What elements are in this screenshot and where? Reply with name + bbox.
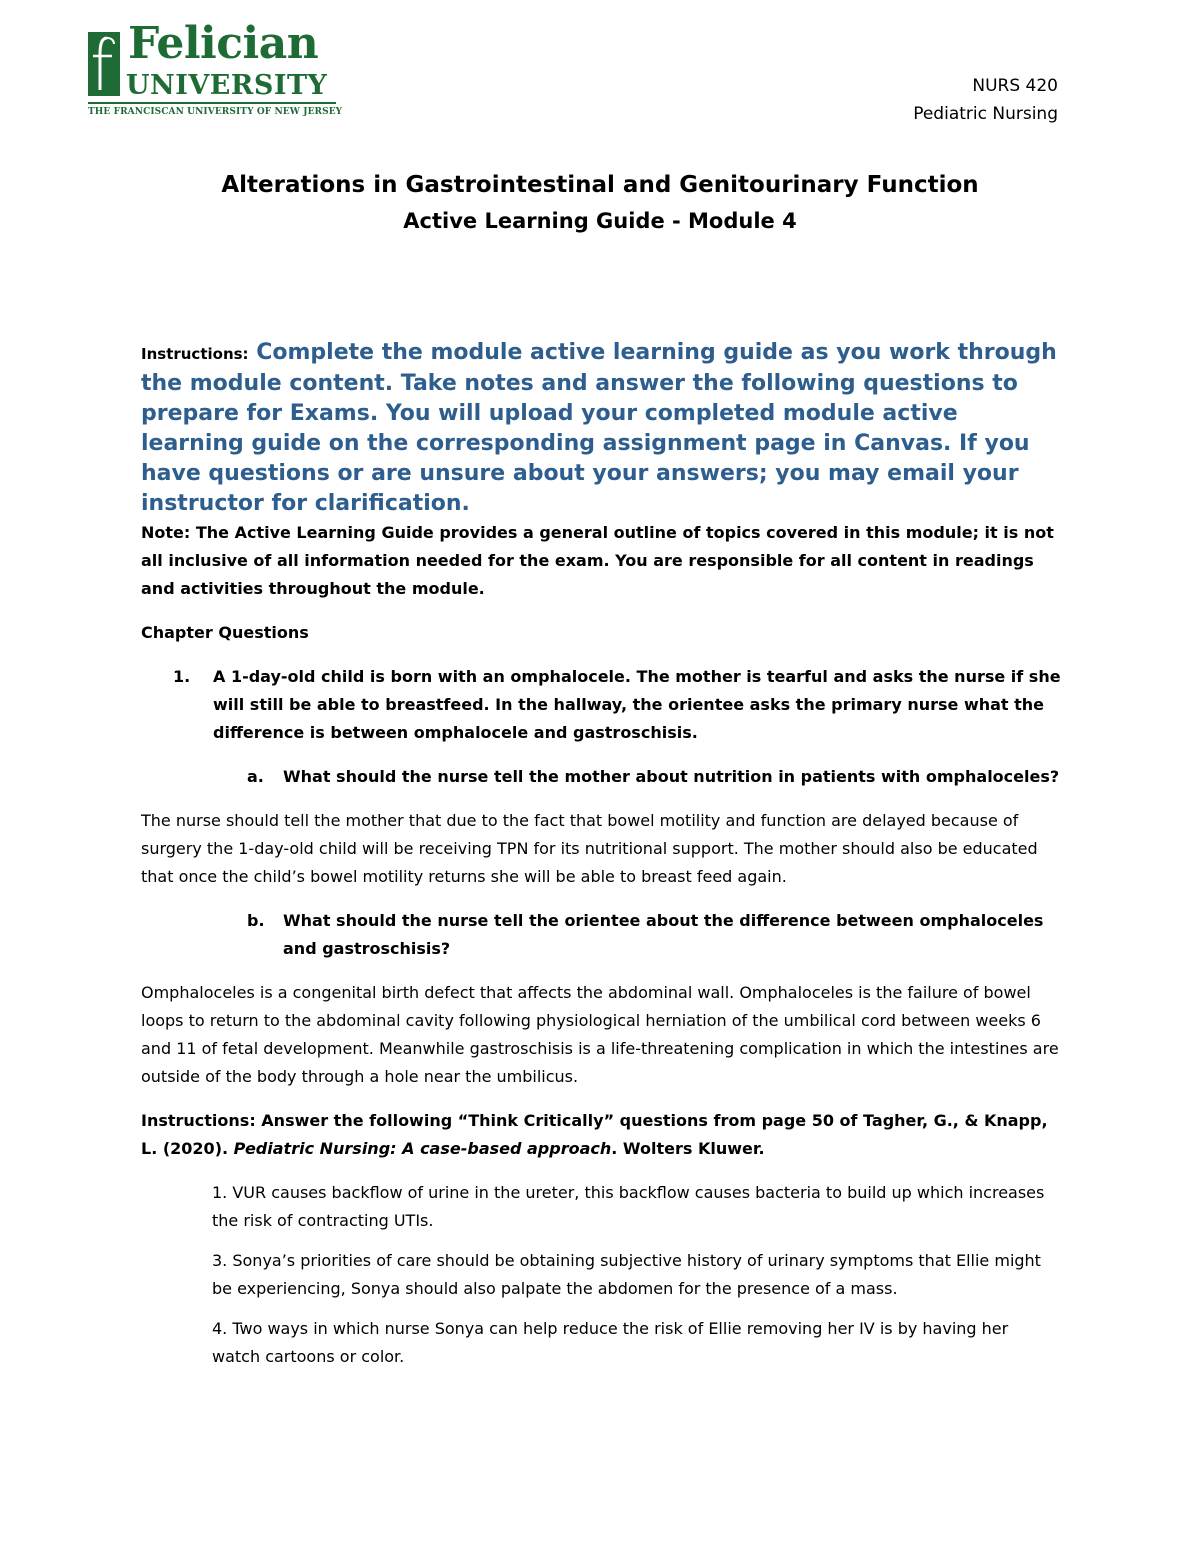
- document-subtitle: Active Learning Guide - Module 4: [403, 209, 797, 233]
- question-1b: [141, 907, 1061, 963]
- instructions-label: Instructions:: [141, 345, 249, 363]
- answer-item: 3. Sonya’s priorities of care should be obtaining subjective history of urinary symptoms that Ellie might be experiencing, Sonya should also palpate the abdomen for the presence of a mass.: [212, 1251, 1041, 1298]
- instructions: [141, 338, 1061, 519]
- felician-university-logo: [88, 18, 348, 120]
- question-1-text: A 1-day-old child is born with an omphalocele. The mother is tearful and asks the nurse if she will still be able to breastfeed. In the hallway, the orientee asks the primary nurse what the difference is between omphalocele and gastroschisis.: [213, 667, 1061, 742]
- question-1-number: 1.: [173, 667, 191, 686]
- question-1a-letter: a.: [247, 767, 264, 786]
- question-1: [141, 663, 1061, 747]
- think-post: . Wolters Kluwer.: [611, 1139, 765, 1158]
- think-pre: Instructions: Answer the following “Think Critically” questions from page 50 of Tagher, G., & Knapp, L. (2020).: [141, 1111, 1048, 1158]
- document-body: [141, 338, 1061, 1371]
- question-1b-letter: b.: [247, 911, 265, 930]
- note: Note: The Active Learning Guide provides a general outline of topics covered in this module; it is not all inclusive of all information needed for the exam. You are responsible for all content in readings and activities throughout the module.: [141, 523, 1054, 598]
- question-1a: [141, 763, 1061, 791]
- think-critically-instructions: [141, 1107, 1061, 1163]
- course-name: Pediatric Nursing: [913, 104, 1058, 124]
- course-code: NURS 420: [972, 76, 1058, 96]
- question-1b-text: What should the nurse tell the orientee about the difference between omphaloceles and gastroschisis?: [283, 911, 1044, 958]
- chapter-heading: Chapter Questions: [141, 623, 309, 642]
- logo-mark-icon: [88, 32, 120, 96]
- book-title: Pediatric Nursing: A case-based approach: [233, 1139, 612, 1158]
- answer-1a: The nurse should tell the mother that due to the fact that bowel motility and function are delayed because of surgery the 1-day-old child will be receiving TPN for its nutritional support. The mother should also be educated that once the child’s bowel motility returns she will be able to breast feed again.: [141, 811, 1038, 886]
- answer-item: 4. Two ways in which nurse Sonya can help reduce the risk of Ellie removing her IV is by having her watch cartoons or color.: [212, 1319, 1009, 1366]
- instructions-text: Complete the module active learning guide as you work through the module content. Take notes and answer the following questions to prepare for Exams. You will upload your completed module active learning guide on the corresponding assignment page in Canvas. If you have questions or are unsure about your answers; you may email your instructor for clarification.: [141, 340, 1057, 516]
- logo-tagline: THE FRANCISCAN UNIVERSITY OF NEW JERSEY: [88, 107, 343, 117]
- question-1a-text: What should the nurse tell the mother about nutrition in patients with omphaloceles?: [283, 767, 1060, 786]
- document-title: Alterations in Gastrointestinal and Genitourinary Function: [221, 172, 979, 198]
- logo-name: Felician: [128, 18, 319, 69]
- logo-university: UNIVERSITY: [126, 70, 328, 101]
- course-header: [913, 72, 1058, 128]
- answer-item: 1. VUR causes backflow of urine in the ureter, this backflow causes bacteria to build up which increases the risk of contracting UTIs.: [212, 1183, 1045, 1230]
- answer-1b: Omphaloceles is a congenital birth defect that affects the abdominal wall. Omphaloceles is the failure of bowel loops to return to the abdominal cavity following physiological herniation of the umbilical cord between weeks 6 and 11 of fetal development. Meanwhile gastroschisis is a life-threatening complication in which the intestines are outside of the body through a hole near the umbilicus.: [141, 983, 1059, 1086]
- logo-divider: [88, 102, 336, 104]
